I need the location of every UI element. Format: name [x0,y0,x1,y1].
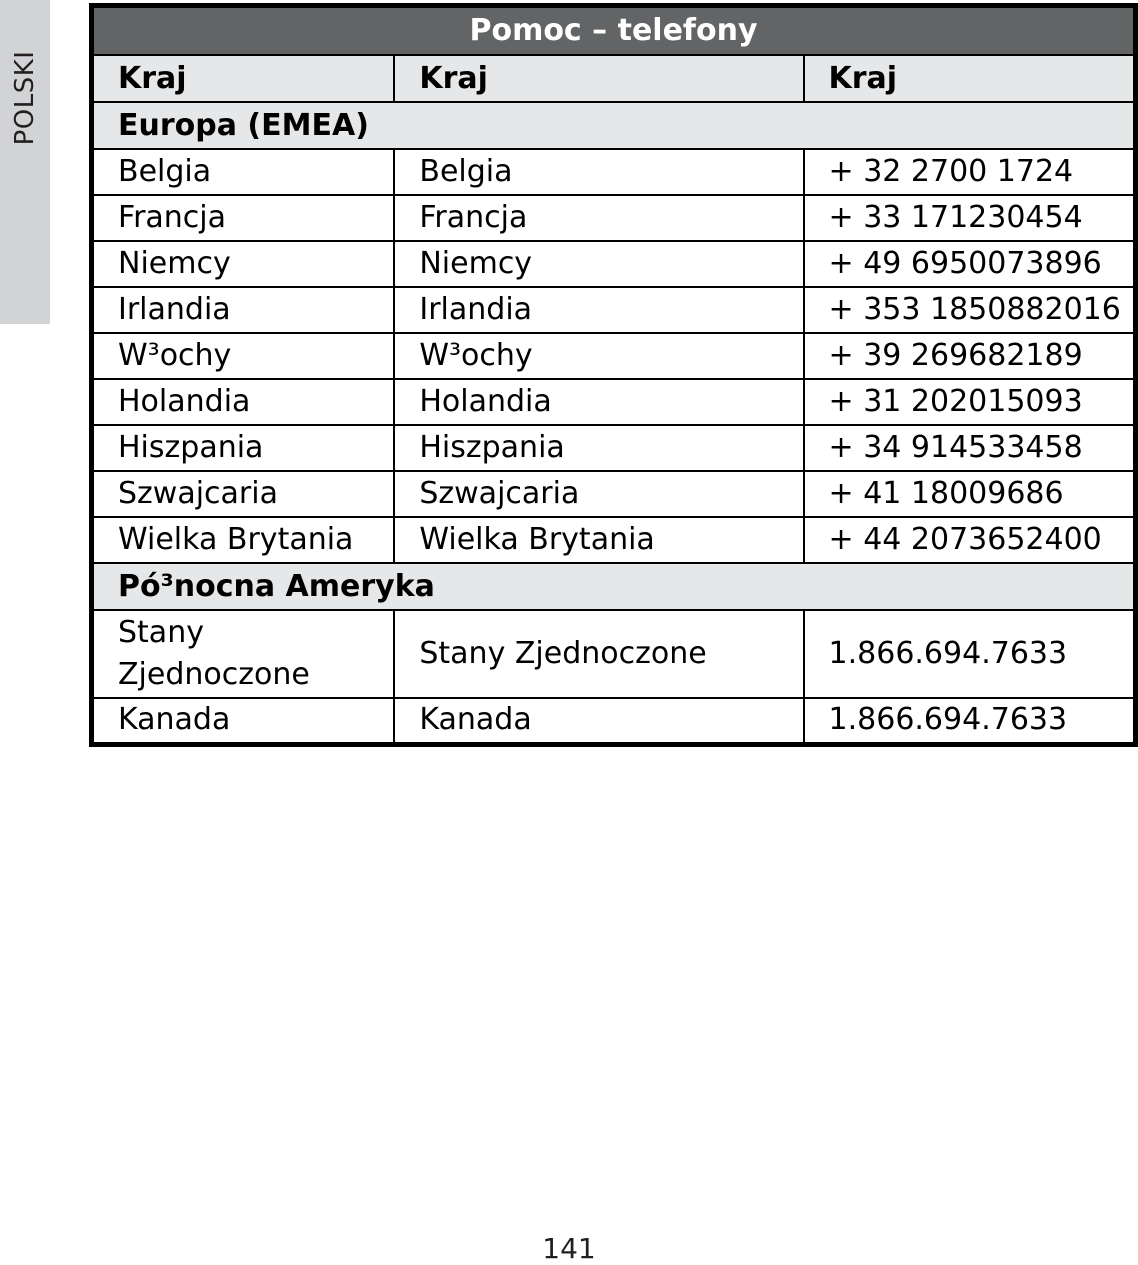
column-header: Kraj [394,55,803,102]
phone-cell: 1.866.694.7633 [804,698,1136,744]
language-label: POLSKI [10,50,40,146]
table-row [92,517,1136,563]
table-row [92,698,1136,744]
table-row [92,195,1136,241]
table-row [92,287,1136,333]
country-cell: Hiszpania [92,425,395,471]
country-cell: Kanada [92,698,395,744]
country-cell: Irlandia [394,287,803,333]
language-side-tab [0,0,50,324]
country-cell: Belgia [92,149,395,195]
country-cell: Holandia [92,379,395,425]
table-row [92,425,1136,471]
country-cell: Kanada [394,698,803,744]
country-cell: Francja [394,195,803,241]
phone-cell: 1.866.694.7633 [804,610,1136,698]
table-row [92,333,1136,379]
country-cell: Stany Zjednoczone [92,610,395,698]
country-cell: Wielka Brytania [92,517,395,563]
table-row [92,379,1136,425]
phone-cell: + 34 914533458 [804,425,1136,471]
country-cell: Francja [92,195,395,241]
country-cell: Szwajcaria [92,471,395,517]
country-cell: Belgia [394,149,803,195]
table-row [92,610,1136,698]
phone-cell: + 353 1850882016 [804,287,1136,333]
region-name: Europa (EMEA) [92,102,1136,149]
phone-cell: + 44 2073652400 [804,517,1136,563]
country-cell: Holandia [394,379,803,425]
region-name: Pó³nocna Ameryka [92,563,1136,610]
table-header-row [92,55,1136,102]
phone-cell: + 39 269682189 [804,333,1136,379]
country-cell: Szwajcaria [394,471,803,517]
support-phone-table [89,3,1138,747]
country-cell: Niemcy [394,241,803,287]
country-cell: Stany Zjednoczone [394,610,803,698]
phone-cell: + 41 18009686 [804,471,1136,517]
country-cell: W³ochy [92,333,395,379]
country-cell: W³ochy [394,333,803,379]
country-cell: Irlandia [92,287,395,333]
phone-cell: + 49 6950073896 [804,241,1136,287]
table-row [92,471,1136,517]
phone-cell: + 33 171230454 [804,195,1136,241]
page-number: 141 [542,1232,596,1265]
phone-cell: + 31 202015093 [804,379,1136,425]
table-title-row [92,6,1136,56]
phone-cell: + 32 2700 1724 [804,149,1136,195]
column-header: Kraj [804,55,1136,102]
column-header: Kraj [92,55,395,102]
table-row [92,149,1136,195]
region-header-row [92,563,1136,610]
country-cell: Wielka Brytania [394,517,803,563]
country-cell: Hiszpania [394,425,803,471]
table-title: Pomoc – telefony [92,6,1136,56]
region-header-row [92,102,1136,149]
table-row [92,241,1136,287]
country-cell: Niemcy [92,241,395,287]
